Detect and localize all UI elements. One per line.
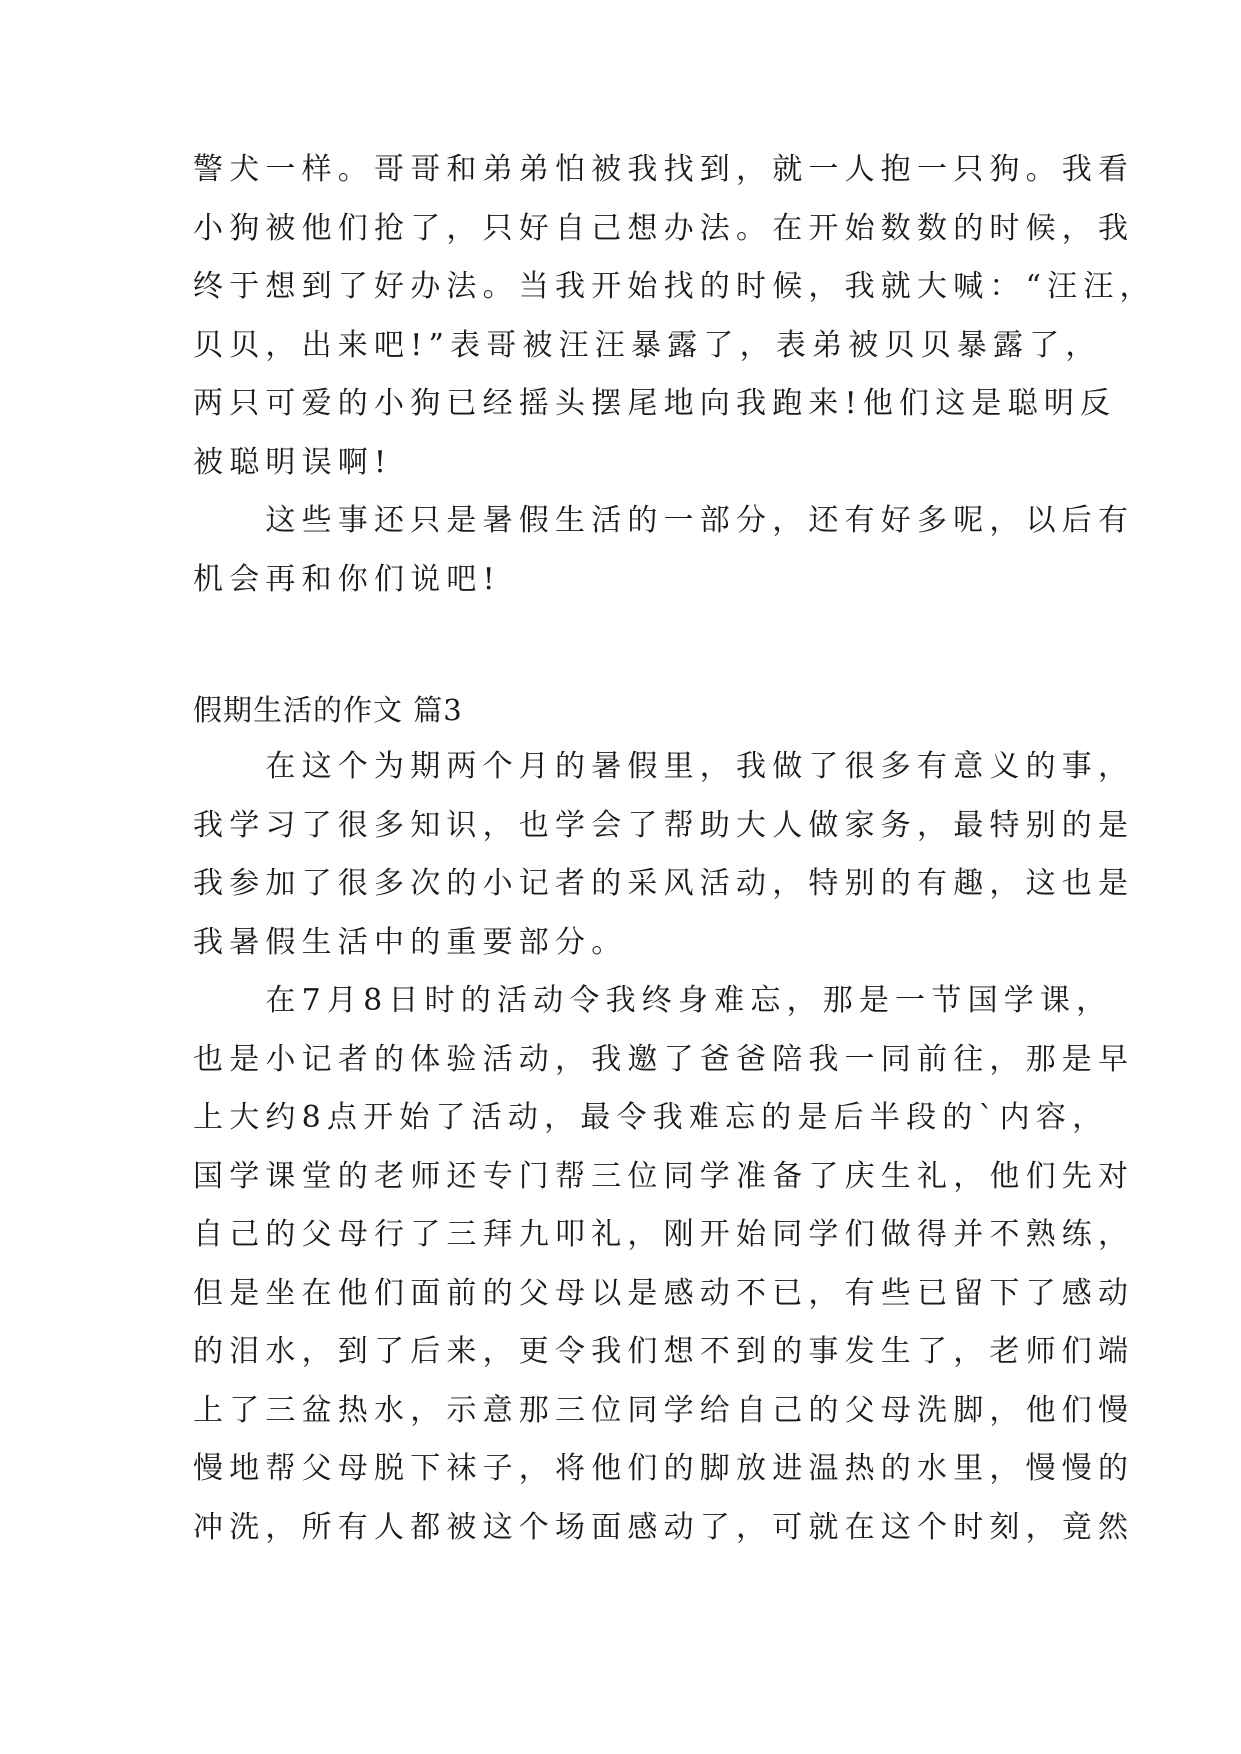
text-line: 两只可爱的小狗已经摇头摆尾地向我跑来!他们这是聪明反	[193, 386, 1117, 421]
text-line: 警犬一样。哥哥和弟弟怕被我找到，就一人抱一只狗。我看	[193, 152, 1135, 187]
text-line: 我参加了很多次的小记者的采风活动，特别的有趣，这也是	[193, 866, 1135, 901]
text-line: 贝贝，出来吧!”表哥被汪汪暴露了，表弟被贝贝暴露了，	[193, 328, 1102, 363]
text-line: 上了三盆热水，示意那三位同学给自己的父母洗脚，他们慢	[193, 1393, 1135, 1428]
text-line: 小狗被他们抢了，只好自己想办法。在开始数数的时候，我	[193, 211, 1135, 246]
text-line: 机会再和你们说吧!	[193, 562, 501, 597]
text-line: 我学习了很多知识，也学会了帮助大人做家务，最特别的是	[193, 808, 1135, 843]
section-heading: 假期生活的作文 篇3	[193, 693, 463, 727]
text-line: 在这个为期两个月的暑假里，我做了很多有意义的事，	[193, 749, 1135, 784]
text-line: 这些事还只是暑假生活的一部分，还有好多呢，以后有	[193, 503, 1135, 538]
text-line: 自己的父母行了三拜九叩礼，刚开始同学们做得并不熟练，	[193, 1217, 1135, 1252]
text-line: 但是坐在他们面前的父母以是感动不已，有些已留下了感动	[193, 1276, 1135, 1311]
text-line: 国学课堂的老师还专门帮三位同学准备了庆生礼，他们先对	[193, 1159, 1135, 1194]
text-line: 冲洗，所有人都被这个场面感动了，可就在这个时刻，竟然	[193, 1510, 1135, 1545]
text-line: 终于想到了好办法。当我开始找的时候，我就大喊：“汪汪，	[193, 269, 1156, 304]
text-line: 上大约8点开始了活动，最令我难忘的是后半段的`内容，	[193, 1100, 1109, 1135]
text-line: 在7月8日时的活动令我终身难忘，那是一节国学课，	[193, 983, 1113, 1018]
text-line: 我暑假生活中的重要部分。	[193, 925, 628, 960]
text-line: 慢地帮父母脱下袜子，将他们的脚放进温热的水里，慢慢的	[193, 1451, 1135, 1486]
text-line: 被聪明误啊!	[193, 445, 393, 480]
text-line: 也是小记者的体验活动，我邀了爸爸陪我一同前往，那是早	[193, 1042, 1135, 1077]
text-line: 的泪水，到了后来，更令我们想不到的事发生了，老师们端	[193, 1334, 1135, 1369]
